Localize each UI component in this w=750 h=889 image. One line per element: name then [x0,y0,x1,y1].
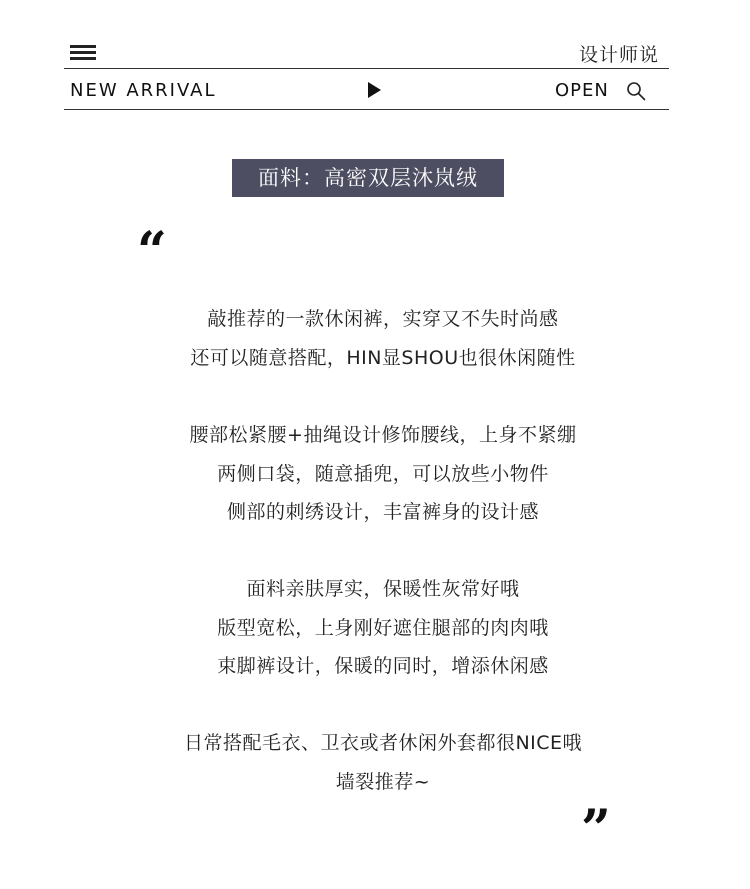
copy-line: 侧部的刺绣设计，丰富裤身的设计感 [226,501,539,523]
paragraph-4 [100,724,666,801]
close-quote-mark: ” [581,799,611,860]
fabric-badge: 面料：高密双层沐岚绒 [232,159,504,197]
open-button[interactable]: OPEN [555,80,609,101]
brand-title: 设计师说 [578,44,659,66]
hamburger-menu-icon[interactable] [70,45,96,61]
copy-line: 束脚裤设计，保暖的同时，增添休闲感 [217,655,549,677]
copy-line: 腰部松紧腰+抽绳设计修饰腰线，上身不紧绷 [189,424,577,446]
play-icon[interactable] [368,82,381,98]
nav-bar [64,69,669,110]
paragraph-2 [100,416,666,532]
open-quote-mark: “ [137,221,167,282]
new-arrival-label[interactable]: NEW ARRIVAL [70,80,217,101]
top-bar [64,36,669,69]
copy-line: 日常搭配毛衣、卫衣或者休闲外套都很NICE哦 [183,732,583,754]
paragraph-3 [100,570,666,686]
paragraph-1 [100,300,666,377]
copy-line: 两侧口袋，随意插兜，可以放些小物件 [217,462,549,485]
copy-line: 面料亲肤厚实，保暖性灰常好哦 [246,578,520,600]
copy-line: 还可以随意搭配，HIN显SHOU也很休闲随性 [190,346,576,369]
copy-line: 版型宽松，上身刚好遮住腿部的肉肉哦 [217,616,549,639]
copy-line: 敲推荐的一款休闲裤，实穿又不失时尚感 [207,308,559,330]
copy-line: 墙裂推荐~ [335,770,431,793]
search-icon[interactable] [626,81,646,101]
